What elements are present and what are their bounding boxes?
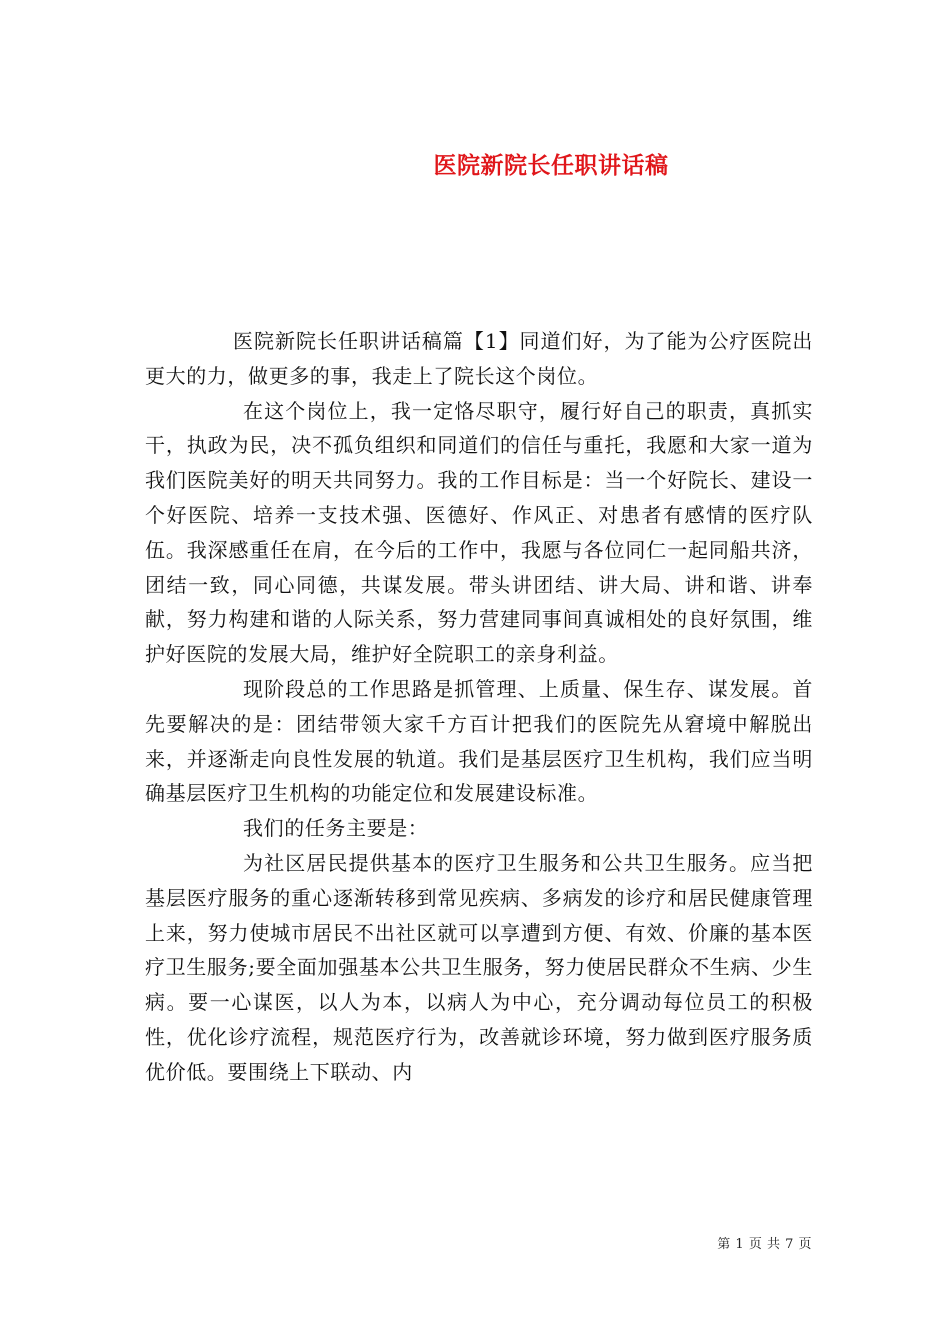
paragraph-5: 为社区居民提供基本的医疗卫生服务和公共卫生服务。应当把基层医疗服务的重心逐渐转移到常见疾病、多病发的诊疗和居民健康管理上来，努力使城市居民不出社区就可以享遭到方便、有效、价廉的基本医疗卫生服务;要全面加强基本公共卫生服务，努力使居民群众不生病、少生病。要一心谋医，以人为本，以病人为中心，充分调动每位员工的积极性，优化诊疗流程，规范医疗行为，改善就诊环境，努力做到医疗服务质优价低。要围绕上下联动、内 bbox=[145, 850, 813, 1084]
document-body bbox=[145, 324, 813, 1090]
paragraph-4: 我们的任务主要是： bbox=[243, 816, 429, 841]
paragraph-1: 医院新院长任职讲话稿篇【1】同道们好，为了能为公疗医院出更大的力，做更多的事，我走上了院长这个岗位。 bbox=[145, 329, 813, 388]
paragraph-2: 在这个岗位上，我一定恪尽职守，履行好自己的职责，真抓实干，执政为民，决不孤负组织和同道们的信任与重托，我愿和大家一道为我们医院美好的明天共同努力。我的工作目标是：当一个好院长、建设一个好医院、培养一支技术强、医德好、作风正、对患者有感情的医疗队伍。我深感重任在肩，在今后的工作中，我愿与各位同仁一起同船共济，团结一致，同心同德，共谋发展。带头讲团结、讲大局、讲和谐、讲奉献，努力构建和谐的人际关系，努力营建同事间真诚相处的良好氛围，维护好医院的发展大局，维护好全院职工的亲身利益。 bbox=[145, 398, 813, 667]
page-number-footer: 第 1 页 共 7 页 bbox=[717, 1237, 812, 1252]
paragraph-3: 现阶段总的工作思路是抓管理、上质量、保生存、谋发展。首先要解决的是：团结带领大家千方百计把我们的医院先从窘境中解脱出来，并逐渐走向良性发展的轨道。我们是基层医疗卫生机构，我们应当明确基层医疗卫生机构的功能定位和发展建设标准。 bbox=[145, 676, 813, 806]
page-title: 医院新院长任职讲话稿 bbox=[433, 152, 669, 180]
